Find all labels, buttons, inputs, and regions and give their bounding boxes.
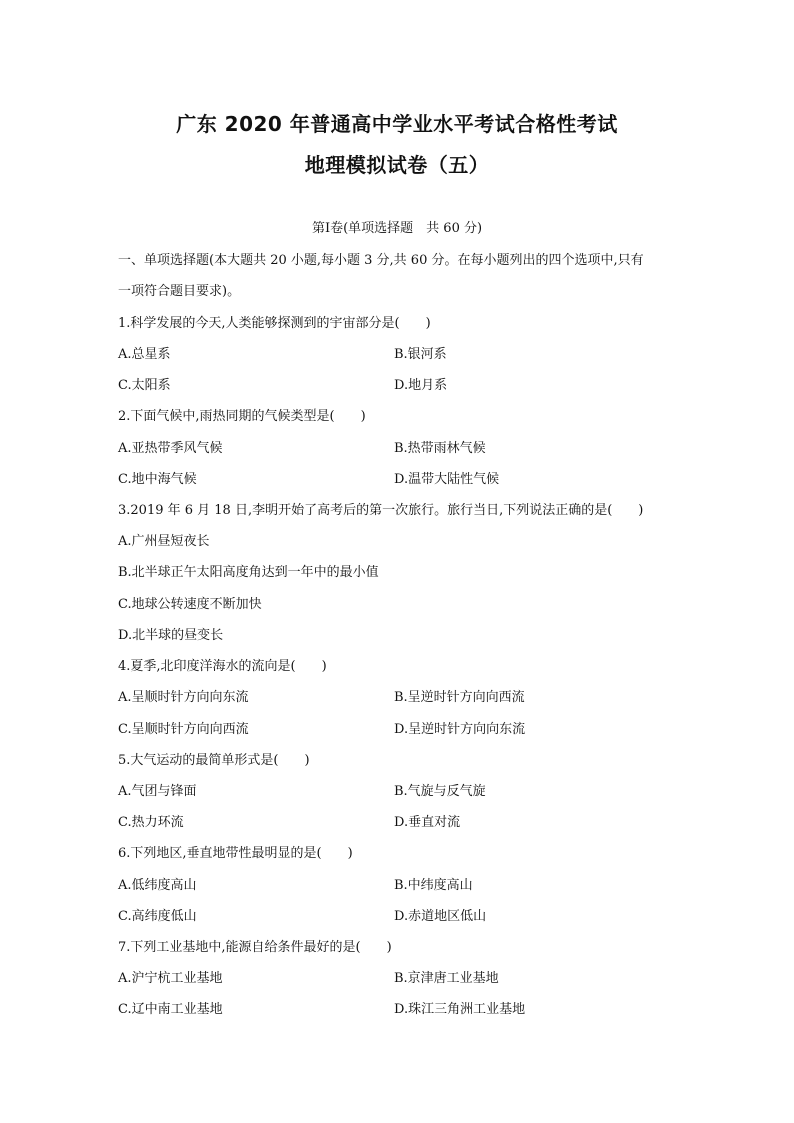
option-b: B.热带雨林气候 xyxy=(394,441,486,456)
option-b: B.京津唐工业基地 xyxy=(394,971,499,986)
instruction-line-2: 一项符合题目要求)。 xyxy=(118,284,241,299)
option-d: D.温带大陆性气候 xyxy=(394,472,500,487)
option-c: C.地球公转速度不断加快 xyxy=(118,597,262,612)
option-a: A.低纬度高山 xyxy=(118,878,197,893)
option-c: C.地中海气候 xyxy=(118,472,197,487)
question-stem: 4.夏季,北印度洋海水的流向是( ) xyxy=(118,659,327,674)
option-c: C.辽中南工业基地 xyxy=(118,1002,223,1017)
option-d: D.呈逆时针方向向东流 xyxy=(394,722,526,737)
option-d: D.地月系 xyxy=(394,378,448,393)
option-b: B.中纬度高山 xyxy=(394,878,473,893)
option-b: B.呈逆时针方向向西流 xyxy=(394,690,525,705)
question-stem: 1.科学发展的今天,人类能够探测到的宇宙部分是( ) xyxy=(118,316,431,331)
exam-subtitle: 地理模拟试卷（五） xyxy=(304,153,490,177)
option-c: C.热力环流 xyxy=(118,815,184,830)
option-a: A.广州昼短夜长 xyxy=(118,534,210,549)
option-d: D.赤道地区低山 xyxy=(394,909,487,924)
option-a: A.亚热带季风气候 xyxy=(118,441,223,456)
option-c: C.呈顺时针方向向西流 xyxy=(118,722,249,737)
question-stem: 3.2019 年 6 月 18 日,李明开始了高考后的第一次旅行。旅行当日,下列说法正确的是( ) xyxy=(118,503,644,518)
option-a: A.总星系 xyxy=(118,347,171,362)
option-a: A.沪宁杭工业基地 xyxy=(118,971,223,986)
option-c: C.太阳系 xyxy=(118,378,171,393)
question-stem: 7.下列工业基地中,能源自给条件最好的是( ) xyxy=(118,940,392,955)
question-stem: 5.大气运动的最简单形式是( ) xyxy=(118,753,310,768)
question-stem: 2.下面气候中,雨热同期的气候类型是( ) xyxy=(118,409,366,424)
option-b: B.北半球正午太阳高度角达到一年中的最小值 xyxy=(118,565,379,580)
question-stem: 6.下列地区,垂直地带性最明显的是( ) xyxy=(118,846,353,861)
option-a: A.呈顺时针方向向东流 xyxy=(118,690,249,705)
exam-title: 广东 2020 年普通高中学业水平考试合格性考试 xyxy=(176,112,618,136)
option-c: C.高纬度低山 xyxy=(118,909,197,924)
option-d: D.垂直对流 xyxy=(394,815,461,830)
option-a: A.气团与锋面 xyxy=(118,784,197,799)
option-d: D.北半球的昼变长 xyxy=(118,628,224,643)
option-b: B.银河系 xyxy=(394,347,447,362)
part-label: 第Ⅰ卷(单项选择题 共 60 分) xyxy=(311,221,483,236)
option-d: D.珠江三角洲工业基地 xyxy=(394,1002,526,1017)
instruction-line-1: 一、单项选择题(本大题共 20 小题,每小题 3 分,共 60 分。在每小题列出的四个选项中,只有 xyxy=(118,253,644,268)
option-b: B.气旋与反气旋 xyxy=(394,784,486,799)
